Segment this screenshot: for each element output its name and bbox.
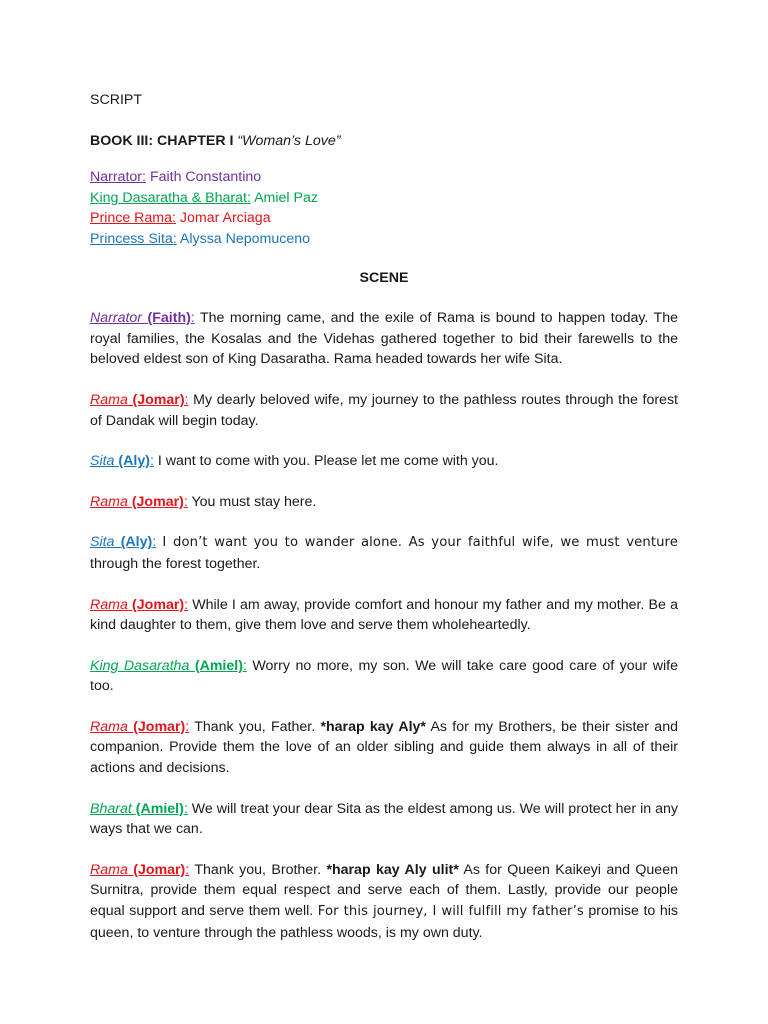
chapter-heading — [90, 131, 678, 152]
speaker-tag — [90, 801, 188, 817]
speaker-colon: : — [183, 800, 188, 817]
dialogue-text: You must stay here. — [191, 493, 317, 510]
speaker-role: King Dasaratha — [90, 657, 190, 674]
dialogue-text: We will treat your dear Sita as the eldest among us. We will protect her in any ways that we can. — [90, 800, 678, 838]
speaker-colon: : — [152, 534, 157, 551]
speaker-actor: (Jomar) — [133, 718, 186, 735]
speaker-colon: : — [184, 391, 189, 408]
cast-list — [90, 167, 678, 249]
script-page — [90, 90, 678, 943]
dialogue-text: Worry no more, my son. We will take care good care of your wife too. — [90, 657, 678, 695]
speaker-colon: : — [149, 453, 154, 470]
speaker-actor: (Amiel) — [135, 800, 184, 817]
speaker-tag — [90, 453, 154, 469]
cast-actor: Jomar Arciaga — [179, 210, 271, 227]
speaker-role: Bharat — [90, 800, 132, 817]
speaker-tag — [90, 597, 188, 613]
dialogue-text: Thank you, Brother. — [194, 861, 322, 878]
cast-actor: Amiel Paz — [254, 189, 318, 206]
chapter-subtitle: “Woman’s Love” — [237, 132, 341, 149]
cast-role: King Dasaratha & Bharat: — [90, 189, 251, 206]
speaker-actor: (Jomar) — [131, 493, 184, 510]
dialogue-text: The morning came, and the exile of Rama is bound to happen today. The royal families, the Kosalas and the Videhas gathered together to bid their farewells to the beloved eldest son of King Dasaratha. Rama headed towards her wife Sita. — [90, 310, 678, 368]
cast-item-king-bharat — [90, 188, 678, 209]
dialogue-text: Thank you, Father. — [194, 718, 316, 735]
dialogue-text: While I am away, provide comfort and honour my father and my mother. Be a kind daughter to them, give them love and serve them wholeheartedly. — [90, 596, 678, 634]
dialogue-text: My dearly beloved wife, my journey to the pathless routes through the forest of Dandak will begin today. — [90, 391, 678, 429]
speaker-tag — [90, 494, 188, 510]
cast-actor: Faith Constantino — [149, 169, 262, 186]
dialogue-line — [90, 492, 678, 513]
scene-heading: SCENE — [359, 269, 409, 286]
speaker-tag — [90, 534, 156, 550]
speaker-role: Rama — [90, 718, 128, 735]
speaker-actor: (Jomar) — [132, 596, 185, 613]
dialogue-line — [90, 595, 678, 636]
dialogue-text-cont: As for Queen Kaikeyi and Queen Surnitra, provide them equal respect and serve each of them. Lastly, provide our people equal support and serve them well. — [90, 861, 678, 920]
speaker-colon: : — [185, 718, 190, 735]
speaker-tag — [90, 310, 195, 326]
speaker-actor: (Amiel) — [194, 657, 243, 674]
speaker-actor: (Jomar) — [133, 861, 186, 878]
dialogue-line — [90, 656, 678, 697]
cast-actor: Alyssa Nepomuceno — [179, 230, 311, 247]
dialogue-text: I want to come with you. Please let me come with you. — [157, 453, 499, 470]
speaker-actor: (Jomar) — [132, 391, 185, 408]
speaker-role: Rama — [90, 391, 128, 408]
speaker-colon: : — [190, 310, 195, 327]
chapter-label: BOOK III: CHAPTER I — [90, 132, 234, 149]
cast-role: Princess Sita: — [90, 230, 177, 247]
speaker-colon: : — [184, 596, 189, 613]
dialogue-line — [90, 717, 678, 779]
dialogue-line — [90, 799, 678, 840]
speaker-role: Rama — [90, 596, 128, 613]
speaker-tag — [90, 862, 189, 878]
cast-role: Prince Rama: — [90, 210, 176, 227]
dialogue-line — [90, 532, 678, 574]
dialogue-text-alt: I don’t want you to wander alone. As your faithful wife, we must venture — [162, 535, 678, 551]
stage-direction: *harap kay Aly ulit* — [326, 861, 459, 878]
cast-item-sita — [90, 229, 678, 250]
stage-direction: *harap kay Aly* — [320, 718, 426, 735]
speaker-role: Sita — [90, 534, 115, 551]
dialogue-line — [90, 390, 678, 431]
cast-item-narrator — [90, 167, 678, 188]
speaker-actor: (Faith) — [147, 310, 191, 327]
cast-role: Narrator: — [90, 169, 146, 186]
speaker-colon: : — [185, 861, 190, 878]
speaker-role: Rama — [90, 493, 128, 510]
speaker-actor: (Aly) — [120, 534, 153, 551]
speaker-colon: : — [242, 657, 247, 674]
speaker-role: Narrator — [90, 310, 143, 327]
dialogue-line — [90, 860, 678, 943]
speaker-colon: : — [183, 493, 188, 510]
dialogue-text-cont: As for my Brothers, be their sister and companion. Provide them the love of an older sibling and guide them always in all of their actions and decisions. — [90, 718, 678, 777]
dialogue-text: through the forest together. — [90, 555, 261, 572]
dialogue-line — [90, 308, 678, 370]
speaker-tag — [90, 658, 247, 674]
speaker-role: Rama — [90, 861, 128, 878]
speaker-tag — [90, 719, 189, 735]
speaker-tag — [90, 392, 189, 408]
speaker-role: Sita — [90, 453, 115, 470]
dialogue-text-end: promise to his queen, to venture through the pathless woods, is my own duty. — [90, 903, 678, 941]
script-heading: SCRIPT — [90, 92, 143, 108]
dialogue-line — [90, 451, 678, 472]
dialogue-text-alt: For this journey, I will fulfill my father’s — [317, 904, 584, 920]
cast-item-rama — [90, 208, 678, 229]
speaker-actor: (Aly) — [118, 453, 150, 470]
